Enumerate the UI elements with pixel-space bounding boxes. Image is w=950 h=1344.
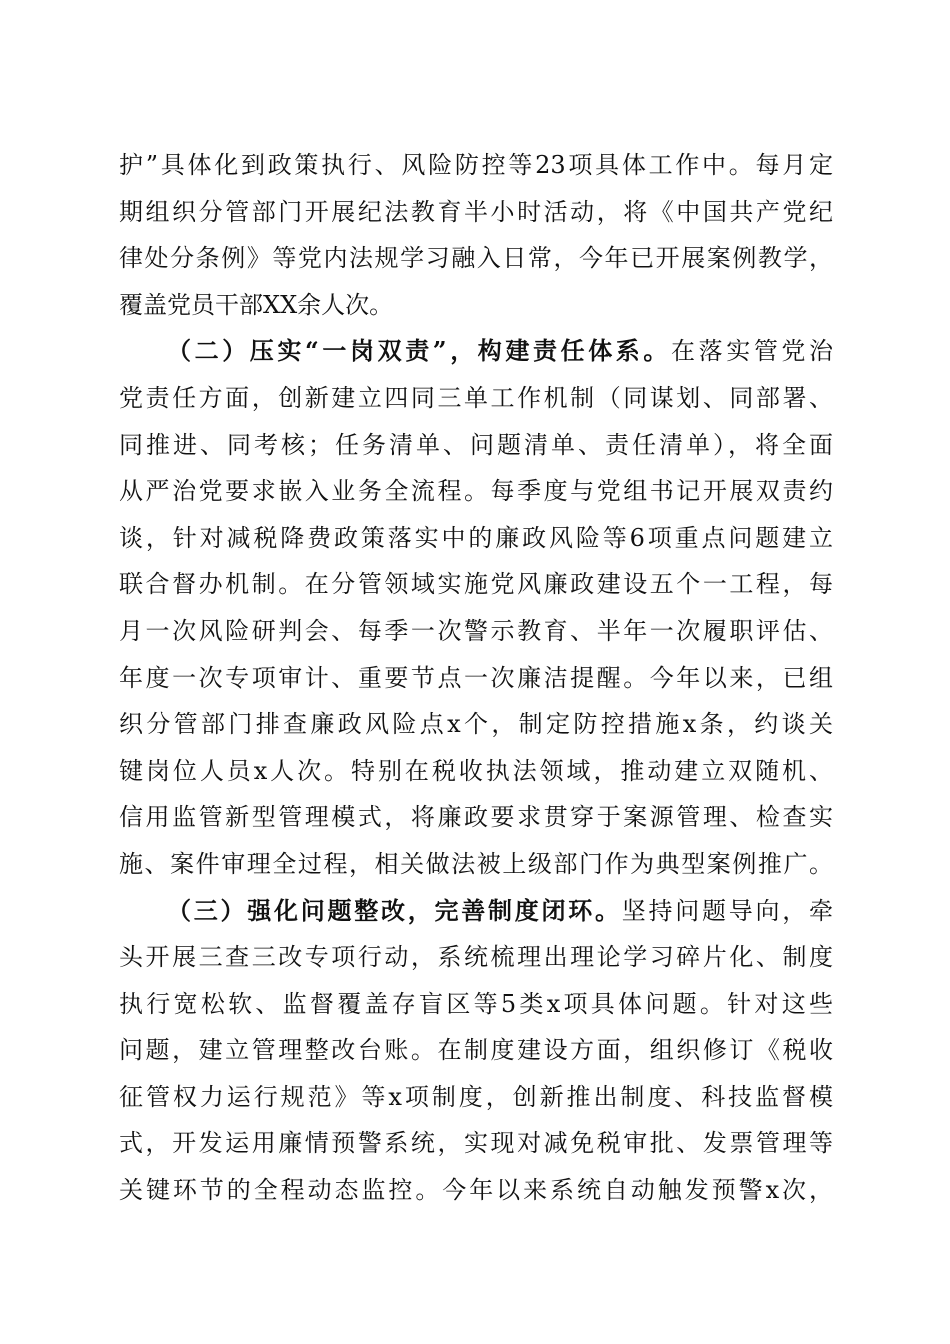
- body-text: 坚持问题导向，牵: [621, 896, 833, 925]
- body-line: 头开展三查三改专项行动，系统梳理出理论学习碎片化、制度: [119, 943, 833, 972]
- body-line: 年度一次专项审计、重要节点一次廉洁提醒。今年以来，已组: [119, 663, 833, 692]
- body-line: 执行宽松软、监督覆盖存盲区等5类x项具体问题。针对这些: [119, 989, 833, 1018]
- document-body: [119, 142, 833, 1214]
- body-line: 谈，针对减税降费政策落实中的廉政风险等6项重点问题建立: [119, 523, 833, 552]
- body-line: 织分管部门排查廉政风险点x个，制定防控措施x条，约谈关: [119, 710, 833, 739]
- body-line: 征管权力运行规范》等x项制度，创新推出制度、科技监督模: [119, 1082, 833, 1111]
- body-line: 期组织分管部门开展纪法教育半小时活动，将《中国共产党纪: [119, 197, 833, 226]
- body-line: 月一次风险研判会、每季一次警示教育、半年一次履职评估、: [119, 616, 833, 645]
- section-first-line: [119, 888, 833, 935]
- section-heading-3: （三）强化问题整改，完善制度闭环。: [167, 895, 622, 925]
- section-heading-2: （二）压实“一岗双责”，构建责任体系。: [167, 336, 672, 366]
- body-line: 护”具体化到政策执行、风险防控等23项具体工作中。每月定: [119, 151, 833, 179]
- body-line: 键岗位人员x人次。特别在税收执法领域，推动建立双随机、: [119, 756, 833, 785]
- body-line: 关键环节的全程动态监控。今年以来系统自动触发预警x次，: [119, 1176, 833, 1205]
- body-line: 问题，建立管理整改台账。在制度建设方面，组织修订《税收: [119, 1036, 833, 1065]
- section-first-line: [119, 328, 833, 375]
- body-line: 施、案件审理全过程，相关做法被上级部门作为典型案例推广。: [119, 849, 833, 878]
- body-line: 律处分条例》等党内法规学习融入日常，今年已开展案例教学，: [119, 244, 833, 273]
- body-line: 从严治党要求嵌入业务全流程。每季度与党组书记开展双责约: [119, 477, 833, 506]
- body-line: 党责任方面，创新建立四同三单工作机制（同谋划、同部署、: [119, 383, 833, 412]
- body-line: 同推进、同考核；任务清单、问题清单、责任清单），将全面: [119, 430, 833, 459]
- body-text: 在落实管党治: [671, 337, 834, 366]
- body-line: 覆盖党员干部XX余人次。: [119, 290, 394, 319]
- body-line: 式，开发运用廉情预警系统，实现对减免税审批、发票管理等: [119, 1129, 833, 1158]
- body-line: 信用监管新型管理模式，将廉政要求贯穿于案源管理、检查实: [119, 803, 833, 832]
- body-line: 联合督办机制。在分管领域实施党风廉政建设五个一工程，每: [119, 570, 833, 599]
